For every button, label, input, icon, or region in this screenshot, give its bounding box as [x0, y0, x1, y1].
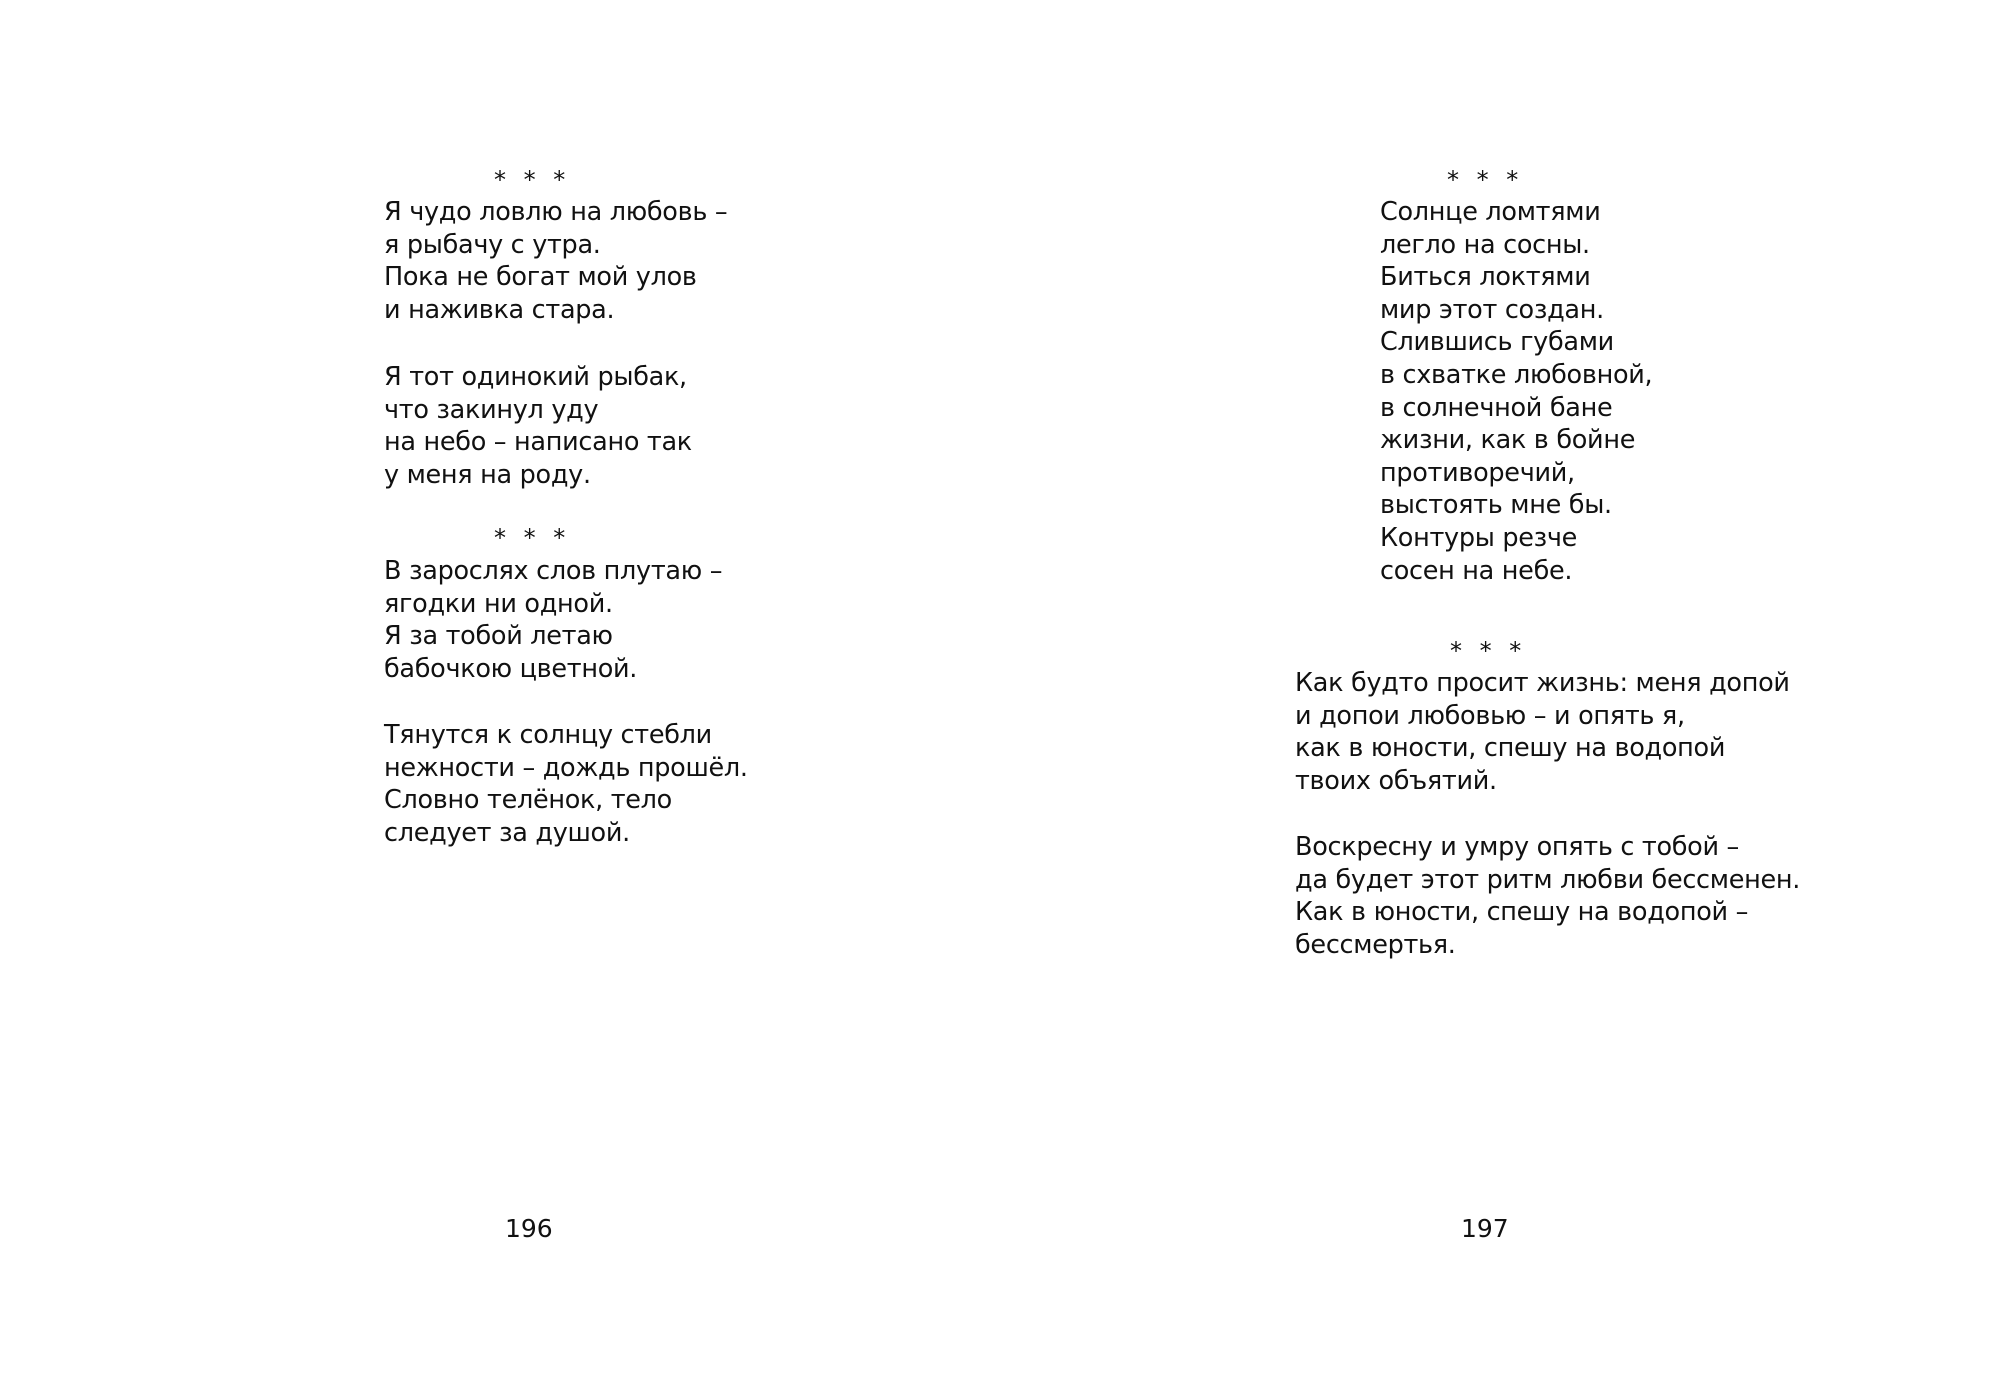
poem-line: Пока не богат мой улов: [384, 262, 697, 293]
poem-line: легло на сосны.: [1380, 229, 1590, 260]
poem-separator: * * *: [494, 166, 571, 194]
stanza: [384, 196, 727, 326]
poem-separator: * * *: [1447, 166, 1524, 194]
poem-line: Контуры резче: [1380, 522, 1578, 553]
stanza: [384, 555, 722, 685]
poem-line: ягодки ни одной.: [384, 588, 613, 619]
page-number: 197: [1461, 1214, 1509, 1243]
stanza: [384, 719, 748, 849]
poem-line: твоих объятий.: [1295, 765, 1497, 796]
poem-line: я рыбачу с утра.: [384, 229, 601, 260]
poem-line: как в юности, спешу на водопой: [1295, 733, 1726, 764]
poem-line: что закинул уду: [384, 394, 599, 425]
poem-line: у меня на роду.: [384, 459, 591, 490]
poem-line: Солнце ломтями: [1380, 197, 1601, 227]
poem-line: сосен на небе.: [1380, 555, 1573, 586]
stanza: [1295, 667, 1790, 797]
poem-line: в солнечной бане: [1380, 392, 1613, 423]
poem-line: противоречий,: [1380, 457, 1575, 488]
poem-line: Как в юности, спешу на водопой –: [1295, 897, 1749, 928]
poem-separator: * * *: [494, 524, 571, 552]
poem-line: мир этот создан.: [1380, 294, 1604, 325]
stanza: [1380, 196, 1652, 587]
poem-line: Я чудо ловлю на любовь –: [384, 197, 728, 227]
poem-line: жизни, как в бойне: [1380, 425, 1636, 456]
page-left: [0, 0, 1004, 1386]
poem-line: Я за тобой летаю: [384, 621, 613, 652]
stanza: [384, 361, 692, 491]
poem-line: Биться локтями: [1380, 262, 1591, 293]
poem-line: в схватке любовной,: [1380, 359, 1653, 390]
poem-line: нежности – дождь прошёл.: [384, 752, 748, 783]
poem-separator: * * *: [1450, 637, 1527, 665]
poem-line: и наживка стара.: [384, 294, 615, 325]
poem-line: Словно телёнок, тело: [384, 785, 672, 816]
poem-line: и допои любовью – и опять я,: [1295, 700, 1685, 731]
poem-line: следует за душой.: [384, 817, 630, 848]
poem-line: выстоять мне бы.: [1380, 490, 1612, 521]
poem-line: да будет этот ритм любви бессменен.: [1295, 864, 1801, 895]
page-right: [1004, 0, 2009, 1386]
poem-line: Я тот одинокий рыбак,: [384, 362, 687, 392]
poem-line: бессмертья.: [1295, 929, 1456, 960]
poem-line: бабочкою цветной.: [384, 653, 638, 684]
poem-line: Слившись губами: [1380, 327, 1614, 358]
stanza: [1295, 831, 1800, 961]
poem-line: на небо – написано так: [384, 427, 692, 458]
page-number: 196: [505, 1214, 553, 1243]
poem-line: Как будто просит жизнь: меня допой: [1295, 668, 1790, 698]
poem-line: В зарослях слов плутаю –: [384, 556, 723, 586]
poem-line: Воскресну и умру опять с тобой –: [1295, 832, 1740, 862]
poem-line: Тянутся к солнцу стебли: [384, 720, 712, 750]
